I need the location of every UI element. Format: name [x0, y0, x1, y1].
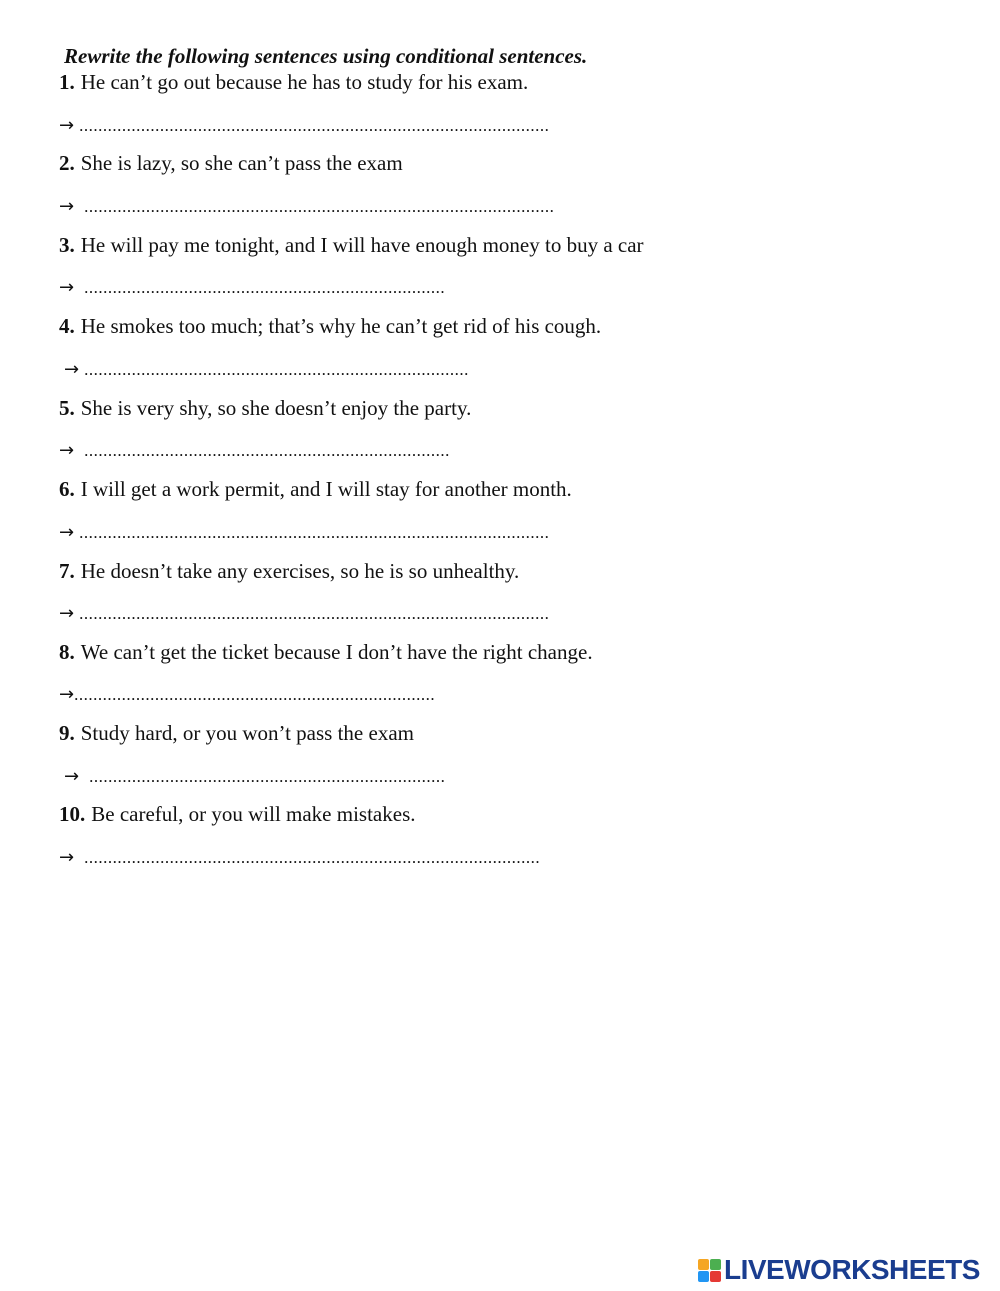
question-5: [59, 396, 471, 421]
arrow-icon: →: [59, 277, 75, 298]
answer-blank[interactable]: ...................................................................................................: [79, 604, 550, 623]
question-number: 9.: [59, 721, 75, 745]
logo-text: LIVEWORKSHEETS: [724, 1254, 980, 1285]
question-text: He doesn’t take any exercises, so he is so unhealthy.: [80, 559, 520, 583]
arrow-icon: →: [59, 440, 75, 461]
question-number: 5.: [59, 396, 75, 420]
question-number: 4.: [59, 314, 75, 338]
question-text: He smokes too much; that’s why he can’t get rid of his cough.: [80, 314, 602, 338]
answer-line-5[interactable]: [59, 439, 450, 462]
answer-blank[interactable]: .............................................................................: [84, 441, 450, 460]
question-6: [59, 477, 572, 502]
question-text: She is lazy, so she can’t pass the exam: [80, 151, 403, 175]
arrow-icon: →: [59, 196, 75, 217]
instruction-heading: Rewrite the following sentences using conditional sentences.: [64, 44, 588, 68]
question-text: He will pay me tonight, and I will have enough money to buy a car: [80, 233, 644, 257]
question-text: Study hard, or you won’t pass the exam: [80, 721, 414, 745]
question-number: 10.: [59, 802, 86, 826]
question-9: [59, 721, 414, 746]
question-number: 7.: [59, 559, 75, 583]
answer-line-6[interactable]: [59, 521, 549, 544]
answer-line-4[interactable]: [64, 358, 469, 381]
question-text: We can’t get the ticket because I don’t have the right change.: [80, 640, 593, 664]
question-2: [59, 151, 403, 176]
answer-blank[interactable]: .................................................................................: [84, 360, 469, 379]
arrow-icon: →: [64, 766, 80, 787]
question-number: 2.: [59, 151, 75, 175]
logo-square-2: [710, 1259, 721, 1270]
answer-line-2[interactable]: [59, 195, 554, 218]
arrow-icon: →: [59, 115, 75, 136]
question-7: [59, 559, 519, 584]
answer-blank[interactable]: ...........................................................................: [89, 767, 446, 786]
liveworksheets-logo: [698, 1255, 980, 1285]
question-text: I will get a work permit, and I will stay for another month.: [80, 477, 572, 501]
answer-line-1[interactable]: [59, 114, 549, 137]
answer-line-9[interactable]: [64, 765, 445, 788]
question-4: [59, 314, 601, 339]
logo-square-3: [698, 1271, 709, 1282]
question-text: Be careful, or you will make mistakes.: [91, 802, 416, 826]
answer-blank[interactable]: ................................................................................................: [84, 848, 541, 867]
question-number: 3.: [59, 233, 75, 257]
question-text: She is very shy, so she doesn’t enjoy the party.: [80, 396, 472, 420]
answer-blank[interactable]: ...................................................................................................: [79, 523, 550, 542]
question-3: [59, 233, 644, 258]
arrow-icon: →: [59, 522, 75, 543]
arrow-icon: →: [59, 684, 75, 705]
question-number: 8.: [59, 640, 75, 664]
question-number: 1.: [59, 70, 75, 94]
answer-blank[interactable]: ...................................................................................................: [79, 116, 550, 135]
answer-blank[interactable]: ...................................................................................................: [84, 197, 555, 216]
answer-line-8[interactable]: [59, 683, 435, 706]
answer-line-10[interactable]: [59, 846, 540, 869]
answer-blank[interactable]: ............................................................................: [74, 685, 436, 704]
answer-line-7[interactable]: [59, 602, 549, 625]
arrow-icon: →: [64, 359, 80, 380]
question-text: He can’t go out because he has to study for his exam.: [80, 70, 529, 94]
arrow-icon: →: [59, 847, 75, 868]
question-10: [59, 802, 416, 827]
question-8: [59, 640, 593, 665]
logo-mark-icon: [698, 1259, 721, 1282]
answer-blank[interactable]: ............................................................................: [84, 278, 446, 297]
logo-square-1: [698, 1259, 709, 1270]
question-1: [59, 70, 528, 95]
answer-line-3[interactable]: [59, 276, 445, 299]
question-number: 6.: [59, 477, 75, 501]
arrow-icon: →: [59, 603, 75, 624]
logo-square-4: [710, 1271, 721, 1282]
